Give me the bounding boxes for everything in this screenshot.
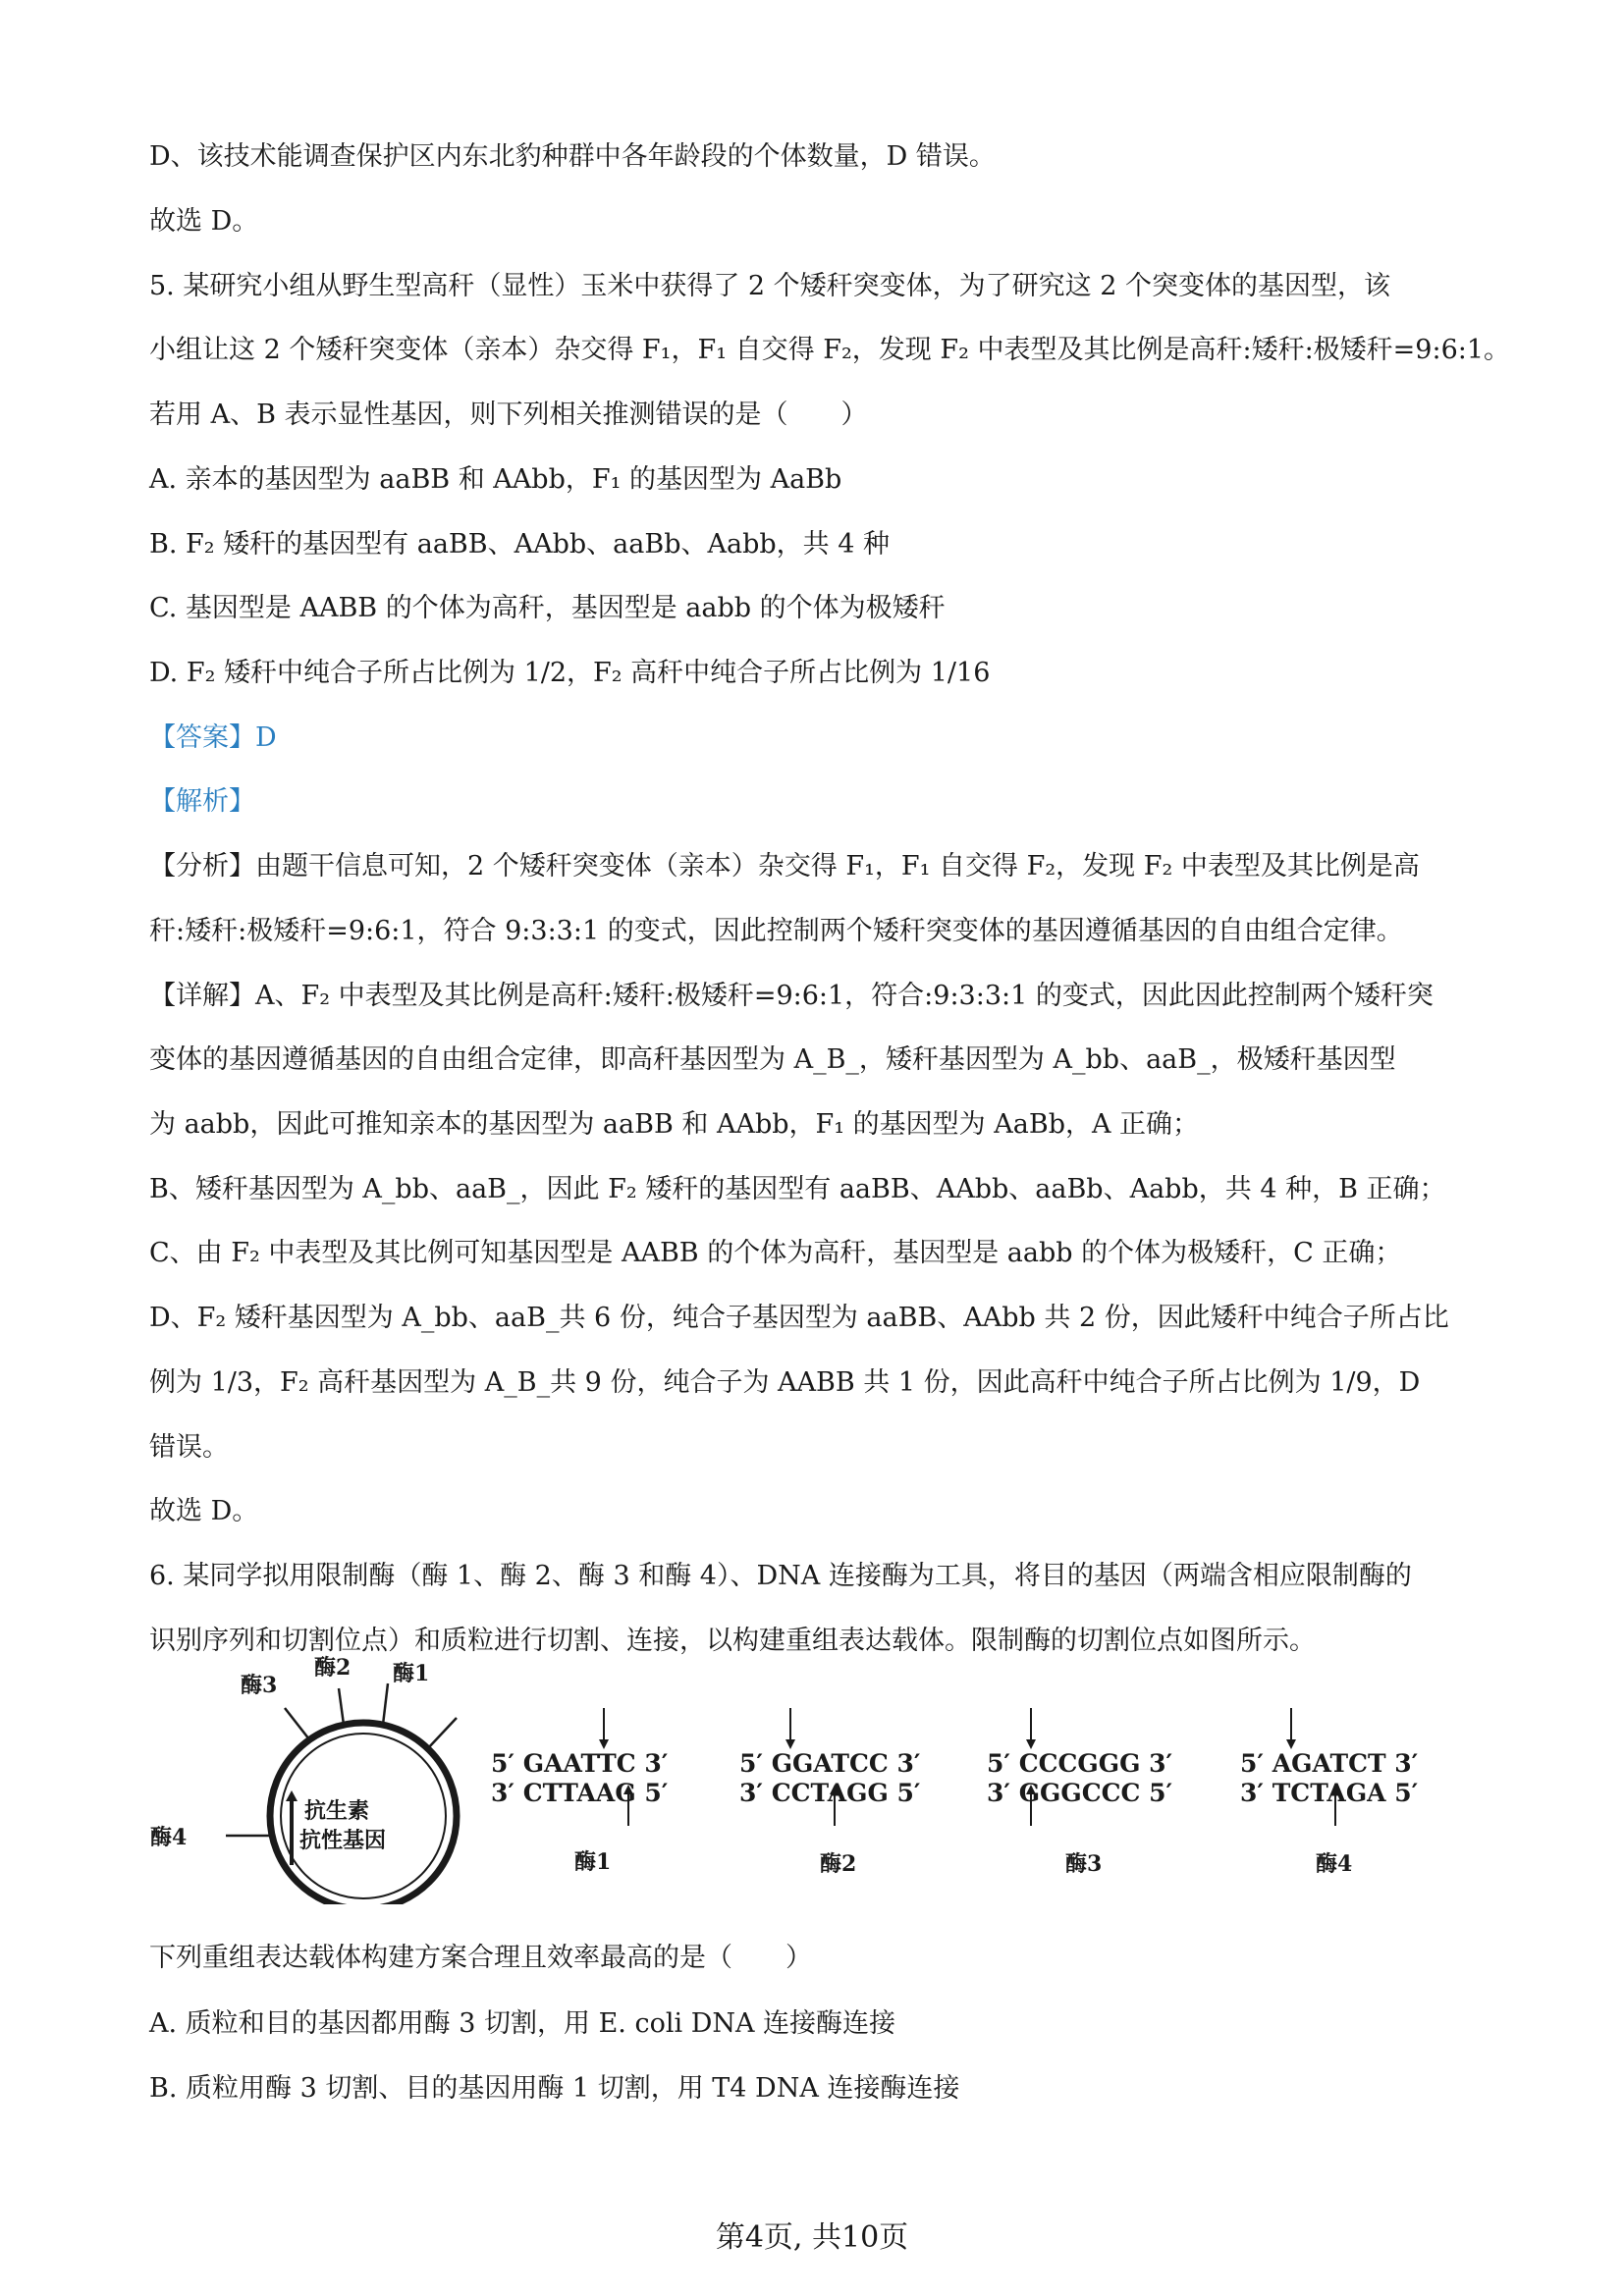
option-a: A. 亲本的基因型为 aaBB 和 AAbb，F₁ 的基因型为 AaBb (149, 464, 842, 495)
plasmid-inner-label-1: 抗生素 (304, 1798, 370, 1824)
option-d: D. F₂ 矮秆中纯合子所占比例为 1/2，F₂ 高秆中纯合子所占比例为 1/16 (149, 658, 991, 688)
enzyme-3-top-strand: 5′ CCCGGG 3′ (987, 1749, 1173, 1778)
plasmid-inner-label-2: 抗性基因 (299, 1828, 387, 1853)
detail-line-1: 【详解】A、F₂ 中表型及其比例是高秆:矮秆:极矮秆=9:6:1，符合:9:3:3:1 的变式，因此因此控制两个矮秆突 (149, 981, 1434, 1011)
detail-line-4: B、矮秆基因型为 A_bb、aaB_，因此 F₂ 矮秆的基因型有 aaBB、AAbb、aaBb、Aabb，共 4 种，B 正确； (149, 1174, 1446, 1204)
question-6-option-b: B. 质粒用酶 3 切割、目的基因用酶 1 切割，用 T4 DNA 连接酶连接 (149, 2073, 960, 2104)
plasmid-label-enzyme-1: 酶1 (393, 1661, 430, 1686)
restriction-enzyme-figure (142, 1655, 1497, 1904)
enzyme-3-label: 酶3 (1065, 1851, 1103, 1877)
explanation-label: 【解析】 (149, 786, 255, 817)
detail-line-7: 例为 1/3，F₂ 高秆基因型为 A_B_共 9 份，纯合子为 AABB 共 1 份，因此高秆中纯合子所占比例为 1/9，D (149, 1367, 1421, 1398)
question-6-line-1: 6. 某同学拟用限制酶（酶 1、酶 2、酶 3 和酶 4）、DNA 连接酶为工具，将目的基因（两端含相应限制酶的 (149, 1561, 1412, 1591)
enzyme-2-label: 酶2 (820, 1851, 857, 1877)
question-6-option-a: A. 质粒和目的基因都用酶 3 切割，用 E. coli DNA 连接酶连接 (149, 2008, 896, 2039)
answer-label: 【答案】D (149, 722, 277, 753)
detail-line-3: 为 aabb，因此可推知亲本的基因型为 aaBB 和 AAbb，F₁ 的基因型为 AaBb，A 正确； (149, 1109, 1200, 1140)
detail-line-8: 错误。 (149, 1432, 229, 1463)
enzyme-4-top-strand: 5′ AGATCT 3′ (1240, 1749, 1419, 1778)
page-footer: 第4页, 共10页 (715, 2220, 909, 2255)
enzyme-4-bottom-strand: 3′ TCTAGA 5′ (1240, 1779, 1419, 1807)
detail-line-2: 变体的基因遵循基因的自由组合定律，即高秆基因型为 A_B_，矮秆基因型为 A_bb、aaB_，极矮秆基因型 (149, 1044, 1396, 1075)
question-5-line-1: 5. 某研究小组从野生型高秆（显性）玉米中获得了 2 个矮秆突变体，为了研究这 2 个突变体的基因型，该 (149, 271, 1391, 301)
option-c: C. 基因型是 AABB 的个体为高秆，基因型是 aabb 的个体为极矮秆 (149, 593, 946, 623)
enzyme-1-label: 酶1 (574, 1849, 612, 1875)
enzyme-2-bottom-strand: 3′ CCTAGG 5′ (739, 1779, 921, 1807)
plasmid-label-enzyme-3: 酶3 (241, 1673, 278, 1698)
conclusion-line: 故选 D。 (149, 1496, 259, 1526)
text-line-1: D、该技术能调查保护区内东北豹种群中各年龄段的个体数量，D 错误。 (149, 141, 996, 172)
option-b: B. F₂ 矮秆的基因型有 aaBB、AAbb、aaBb、Aabb，共 4 种 (149, 529, 890, 560)
detail-line-6: D、F₂ 矮秆基因型为 A_bb、aaB_共 6 份，纯合子基因型为 aaBB、AAbb 共 2 份，因此矮秆中纯合子所占比 (149, 1303, 1449, 1333)
text-line-2: 故选 D。 (149, 206, 259, 237)
analysis-line-2: 秆:矮秆:极矮秆=9:6:1，符合 9:3:3:1 的变式，因此控制两个矮秆突变体的基因遵循基因的自由组合定律。 (149, 916, 1403, 946)
question-5-line-3: 若用 A、B 表示显性基因，则下列相关推测错误的是（ ） (149, 400, 868, 430)
question-6-line-2: 识别序列和切割位点）和质粒进行切割、连接，以构建重组表达载体。限制酶的切割位点如图所示。 (149, 1626, 1316, 1656)
enzyme-3-bottom-strand: 3′ GGGCCC 5′ (987, 1779, 1173, 1807)
question-6-prompt: 下列重组表达载体构建方案合理且效率最高的是（ ） (149, 1943, 812, 1973)
enzyme-1-bottom-strand: 3′ CTTAAG 5′ (491, 1779, 669, 1807)
enzyme-1-top-strand: 5′ GAATTC 3′ (491, 1749, 669, 1778)
enzyme-4-label: 酶4 (1316, 1851, 1353, 1877)
enzyme-2-top-strand: 5′ GGATCC 3′ (739, 1749, 921, 1778)
question-5-line-2: 小组让这 2 个矮秆突变体（亲本）杂交得 F₁，F₁ 自交得 F₂，发现 F₂ 中表型及其比例是高秆:矮秆:极矮秆=9:6:1。 (149, 335, 1511, 365)
plasmid-label-enzyme-2: 酶2 (314, 1655, 352, 1681)
analysis-line-1: 【分析】由题干信息可知，2 个矮秆突变体（亲本）杂交得 F₁，F₁ 自交得 F₂，发现 F₂ 中表型及其比例是高 (149, 851, 1420, 881)
detail-line-5: C、由 F₂ 中表型及其比例可知基因型是 AABB 的个体为高秆，基因型是 aabb 的个体为极矮秆，C 正确； (149, 1238, 1402, 1268)
plasmid-label-enzyme-4: 酶4 (150, 1825, 188, 1850)
